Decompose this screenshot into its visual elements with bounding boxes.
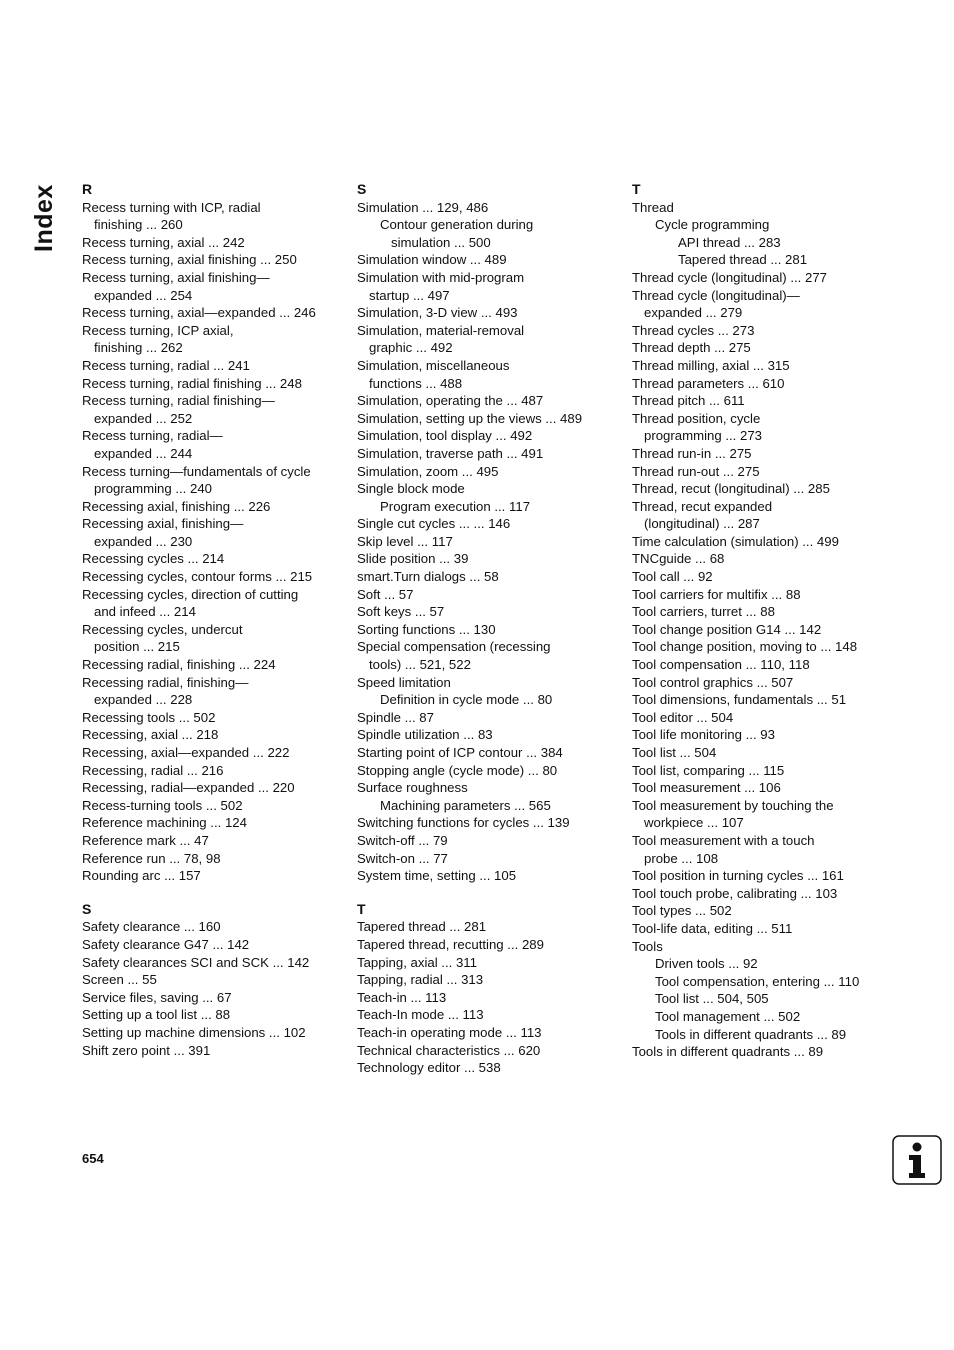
index-entry [357,814,622,832]
section-letter: S [357,181,367,197]
index-entry [357,392,622,410]
entry-text: Recess turning, radial— [82,428,223,444]
entry-continuation: position ... 215 [94,639,180,655]
index-entry [632,973,897,991]
index-entry [82,234,347,252]
index-entry [632,357,897,375]
entry-text: Safety clearance ... 160 [82,919,221,935]
entry-text: Recessing axial, finishing ... 226 [82,498,271,514]
section-letter: T [632,181,641,197]
entry-text: Tool-life data, editing ... 511 [632,920,793,936]
entry-text: Slide position ... 39 [357,551,469,567]
index-entry [632,568,897,586]
entry-text: Thread cycles ... 273 [632,322,755,338]
index-entry [632,621,897,639]
index-entry [632,867,897,885]
index-entry [632,656,897,674]
index-entry [632,603,897,621]
page-title: Index [30,184,58,252]
entry-continuation: startup ... 497 [369,287,450,303]
index-entry [632,322,897,340]
index-entry [632,234,897,252]
entry-continuation: expanded ... 279 [644,305,743,321]
entry-text: Thread [632,199,674,215]
index-entry [357,832,622,850]
index-entry [357,1042,622,1060]
entry-text: Thread pitch ... 611 [632,393,745,409]
index-entry [632,287,897,322]
index-entry [632,744,897,762]
entry-text: Spindle utilization ... 83 [357,727,493,743]
index-entry [82,779,347,797]
index-entry [82,199,347,234]
index-entry [82,375,347,393]
entry-text: Recessing cycles, contour forms ... 215 [82,569,313,585]
index-entry [82,709,347,727]
entry-text: Tool management ... 502 [655,1008,801,1024]
entry-continuation: expanded ... 252 [94,410,193,426]
entry-text: Thread milling, axial ... 315 [632,357,790,373]
index-entry [632,269,897,287]
index-entry [82,744,347,762]
info-icon [892,1135,942,1185]
entry-text: smart.Turn dialogs ... 58 [357,569,499,585]
index-entry [357,550,622,568]
index-entry [82,322,347,357]
index-entry [82,1006,347,1024]
entry-text: Recess turning, ICP axial, [82,322,234,338]
entry-text: Recessing cycles ... 214 [82,551,225,567]
entry-text: Rounding arc ... 157 [82,868,201,884]
index-entry [632,410,897,445]
entry-text: Tool control graphics ... 507 [632,674,794,690]
entry-text: Thread run-in ... 275 [632,445,752,461]
entry-text: Tool change position, moving to ... 148 [632,639,858,655]
index-entry [632,586,897,604]
index-entry [357,936,622,954]
index-entry [357,779,622,797]
index-entry [82,867,347,885]
entry-text: System time, setting ... 105 [357,868,517,884]
index-entry [357,954,622,972]
index-entry [82,762,347,780]
entry-text: Simulation, material-removal [357,322,525,338]
index-entry [632,463,897,481]
entry-text: Tool carriers, turret ... 88 [632,604,775,620]
entry-text: Tool measurement by touching the [632,797,834,813]
entry-text: Tool list ... 504, 505 [655,991,769,1007]
entry-text: Reference machining ... 124 [82,815,247,831]
index-entry [82,586,347,621]
index-entry [632,638,897,656]
entry-text: Service files, saving ... 67 [82,989,232,1005]
section-letter: R [82,181,93,197]
entry-text: Driven tools ... 92 [655,956,758,972]
index-entry [357,674,622,692]
entry-text: Tool compensation ... 110, 118 [632,657,810,673]
entry-text: Tapered thread, recutting ... 289 [357,936,544,952]
index-entry [632,779,897,797]
index-entry [82,550,347,568]
entry-text: Tools in different quadrants ... 89 [632,1044,824,1060]
entry-text: Machining parameters ... 565 [380,797,551,813]
index-section [82,180,347,885]
entry-text: Simulation ... 129, 486 [357,199,489,215]
entry-text: Reference mark ... 47 [82,832,209,848]
index-entry [357,603,622,621]
entry-text: Recessing, radial—expanded ... 220 [82,780,295,796]
index-entry [632,709,897,727]
entry-text: Reference run ... 78, 98 [82,850,221,866]
entry-text: Recess-turning tools ... 502 [82,797,243,813]
index-entry [632,902,897,920]
index-entry [357,621,622,639]
entry-text: Switching functions for cycles ... 139 [357,815,570,831]
entry-text: Tool change position G14 ... 142 [632,621,822,637]
index-entry [82,269,347,304]
index-entry [632,691,897,709]
index-entry [632,392,897,410]
index-entry [357,480,622,498]
entry-text: Technology editor ... 538 [357,1060,501,1076]
index-entry [357,498,622,516]
entry-text: Recessing, axial ... 218 [82,727,219,743]
entry-text: Tapered thread ... 281 [678,252,808,268]
index-entry [632,938,897,956]
entry-text: Technical characteristics ... 620 [357,1042,541,1058]
entry-text: Tool types ... 502 [632,903,732,919]
index-entry [632,797,897,832]
entry-text: Cycle programming [655,217,770,233]
index-entry [82,656,347,674]
entry-text: Program execution ... 117 [380,498,531,514]
entry-text: Recessing radial, finishing ... 224 [82,657,276,673]
entry-text: Tool compensation, entering ... 110 [655,973,860,989]
entry-text: Recess turning, axial—expanded ... 246 [82,305,316,321]
section-letter: S [82,900,92,917]
index-entry [632,480,897,498]
section-letter: T [357,900,366,917]
entry-text: Sorting functions ... 130 [357,621,496,637]
index-entry [82,463,347,498]
index-entry [632,339,897,357]
entry-text: TNCguide ... 68 [632,551,725,567]
index-entry [82,1042,347,1060]
page-number: 654 [82,1151,104,1166]
entry-text: Single cut cycles ... ... 146 [357,516,511,532]
entry-continuation: expanded ... 230 [94,533,193,549]
entry-text: Soft ... 57 [357,586,414,602]
index-entry [632,726,897,744]
index-entry [357,1024,622,1042]
entry-text: Spindle ... 87 [357,709,434,725]
entry-text: Recess turning, axial finishing ... 250 [82,252,297,268]
entry-text: Recess turning, axial finishing— [82,269,270,285]
index-entry [357,427,622,445]
index-entry [82,568,347,586]
entry-continuation: expanded ... 244 [94,445,193,461]
entry-text: Switch-on ... 77 [357,850,448,866]
entry-text: Simulation with mid-program [357,269,525,285]
index-entry [632,885,897,903]
entry-text: Recess turning with ICP, radial [82,199,261,215]
index-entry [357,989,622,1007]
index-entry [357,971,622,989]
index-entry [82,515,347,550]
index-entry [632,1026,897,1044]
index-entry [632,445,897,463]
index-entry [357,850,622,868]
entry-text: Recessing cycles, undercut [82,621,243,637]
entry-text: Tool editor ... 504 [632,709,734,725]
entry-text: Soft keys ... 57 [357,604,445,620]
index-section [632,180,897,1061]
entry-continuation: simulation ... 500 [391,234,491,250]
index-entry [632,251,897,269]
index-entry [357,463,622,481]
entry-text: Time calculation (simulation) ... 499 [632,533,839,549]
index-entry [357,726,622,744]
index-entry [632,990,897,1008]
entry-text: Thread, recut (longitudinal) ... 285 [632,481,830,497]
entry-text: Simulation, traverse path ... 491 [357,445,544,461]
entry-text: Tool position in turning cycles ... 161 [632,868,844,884]
index-entry [632,762,897,780]
entry-text: Simulation, miscellaneous [357,357,510,373]
entry-text: Switch-off ... 79 [357,832,448,848]
entry-continuation: functions ... 488 [369,375,463,391]
index-entry [357,709,622,727]
entry-text: Tool list, comparing ... 115 [632,762,785,778]
index-entry [357,410,622,428]
entry-text: Simulation, zoom ... 495 [357,463,499,479]
index-entry [632,199,897,217]
index-section [357,900,622,1077]
entry-text: Tools [632,938,663,954]
index-column-1 [82,180,347,1059]
entry-text: Tool carriers for multifix ... 88 [632,586,801,602]
index-entry [357,216,622,251]
index-entry [82,726,347,744]
entry-text: Teach-In mode ... 113 [357,1007,484,1023]
index-entry [357,744,622,762]
index-entry [632,498,897,533]
entry-text: Simulation window ... 489 [357,252,507,268]
entry-text: Recessing radial, finishing— [82,674,249,690]
entry-text: Shift zero point ... 391 [82,1042,211,1058]
entry-continuation: finishing ... 260 [94,217,183,233]
entry-text: Tool measurement ... 106 [632,780,781,796]
entry-text: Recessing tools ... 502 [82,709,216,725]
index-entry [632,216,897,234]
entry-continuation: finishing ... 262 [94,340,183,356]
entry-text: Recess turning—fundamentals of cycle [82,463,311,479]
entry-text: Recess turning, radial ... 241 [82,357,250,373]
entry-text: Tool list ... 504 [632,745,717,760]
index-entry [357,199,622,217]
index-entry [82,832,347,850]
index-entry [82,814,347,832]
index-entry [357,1059,622,1077]
entry-continuation: tools) ... 521, 522 [369,657,471,673]
index-entry [632,533,897,551]
index-entry [82,674,347,709]
entry-text: Skip level ... 117 [357,533,453,549]
index-entry [632,920,897,938]
index-entry [632,375,897,393]
entry-continuation: workpiece ... 107 [644,815,744,831]
entry-text: Recessing cycles, direction of cutting [82,586,299,602]
index-entry [82,989,347,1007]
entry-text: Recess turning, radial finishing ... 248 [82,375,302,391]
index-entry [357,357,622,392]
entry-text: Contour generation during [380,217,534,233]
entry-text: Screen ... 55 [82,972,157,988]
index-entry [357,515,622,533]
entry-text: Teach-in ... 113 [357,989,447,1005]
entry-text: Definition in cycle mode ... 80 [380,692,553,708]
entry-text: Setting up machine dimensions ... 102 [82,1024,306,1040]
entry-text: Safety clearances SCI and SCK ... 142 [82,954,310,970]
index-entry [357,691,622,709]
entry-text: Recess turning, axial ... 242 [82,234,245,250]
entry-text: Tapping, radial ... 313 [357,972,484,988]
entry-continuation: expanded ... 228 [94,692,193,708]
entry-text: Thread, recut expanded [632,498,773,514]
entry-text: Teach-in operating mode ... 113 [357,1024,542,1040]
index-entry [82,621,347,656]
index-entry [357,322,622,357]
entry-continuation: and infeed ... 214 [94,604,196,620]
index-entry [357,867,622,885]
index-entry [632,955,897,973]
index-entry [632,832,897,867]
index-entry [632,1008,897,1026]
index-entry [82,392,347,427]
index-entry [357,269,622,304]
index-entry [357,762,622,780]
index-column-2 [357,180,622,1077]
index-entry [82,304,347,322]
entry-text: Recess turning, radial finishing— [82,393,275,409]
entry-text: Recessing axial, finishing— [82,516,244,532]
entry-text: Single block mode [357,481,465,497]
entry-text: Tool dimensions, fundamentals ... 51 [632,692,847,708]
entry-text: Thread cycle (longitudinal)— [632,287,800,303]
entry-text: Thread depth ... 275 [632,340,751,356]
entry-text: Safety clearance G47 ... 142 [82,936,250,952]
entry-text: Tapered thread ... 281 [357,919,487,935]
entry-text: Simulation, 3-D view ... 493 [357,305,518,321]
entry-text: Simulation, setting up the views ... 489 [357,410,583,426]
entry-text: Recessing, radial ... 216 [82,762,224,778]
index-entry [357,918,622,936]
index-entry [357,304,622,322]
entry-text: Tools in different quadrants ... 89 [655,1026,847,1042]
index-entry [632,674,897,692]
index-entry [82,498,347,516]
index-entry [357,1006,622,1024]
entry-text: Tool touch probe, calibrating ... 103 [632,885,838,901]
index-entry [357,638,622,673]
index-entry [632,550,897,568]
index-entry [82,1024,347,1042]
entry-text: Speed limitation [357,674,451,690]
entry-text: Thread parameters ... 610 [632,375,785,391]
entry-continuation: programming ... 240 [94,481,213,497]
index-entry [357,251,622,269]
index-section [82,900,347,1059]
entry-text: Tool life monitoring ... 93 [632,727,775,743]
index-entry [357,533,622,551]
entry-continuation: programming ... 273 [644,428,763,444]
entry-text: Starting point of ICP contour ... 384 [357,745,563,760]
entry-continuation: graphic ... 492 [369,340,453,356]
index-entry [82,427,347,462]
index-entry [82,797,347,815]
entry-text: Stopping angle (cycle mode) ... 80 [357,762,558,778]
entry-continuation: expanded ... 254 [94,287,193,303]
index-entry [82,954,347,972]
entry-text: Simulation, operating the ... 487 [357,393,544,409]
index-entry [82,971,347,989]
index-entry [82,918,347,936]
entry-text: Recessing, axial—expanded ... 222 [82,745,290,760]
index-entry [82,936,347,954]
index-entry [357,445,622,463]
entry-text: Thread cycle (longitudinal) ... 277 [632,269,827,285]
entry-text: Thread run-out ... 275 [632,463,760,479]
index-entry [82,850,347,868]
index-entry [632,1043,897,1061]
entry-text: Setting up a tool list ... 88 [82,1007,231,1023]
entry-text: API thread ... 283 [678,234,781,250]
entry-text: Tapping, axial ... 311 [357,954,477,970]
entry-text: Thread position, cycle [632,410,761,426]
index-entry [82,251,347,269]
index-entry [357,568,622,586]
index-entry [357,586,622,604]
entry-text: Special compensation (recessing [357,639,551,655]
index-entry [357,797,622,815]
entry-text: Surface roughness [357,780,468,796]
index-entry [82,357,347,375]
entry-text: Simulation, tool display ... 492 [357,428,533,444]
entry-text: Tool measurement with a touch [632,832,815,848]
entry-continuation: probe ... 108 [644,850,719,866]
entry-text: Tool call ... 92 [632,569,713,585]
index-section [357,180,622,885]
entry-continuation: (longitudinal) ... 287 [644,516,760,532]
index-column-3 [632,180,897,1061]
